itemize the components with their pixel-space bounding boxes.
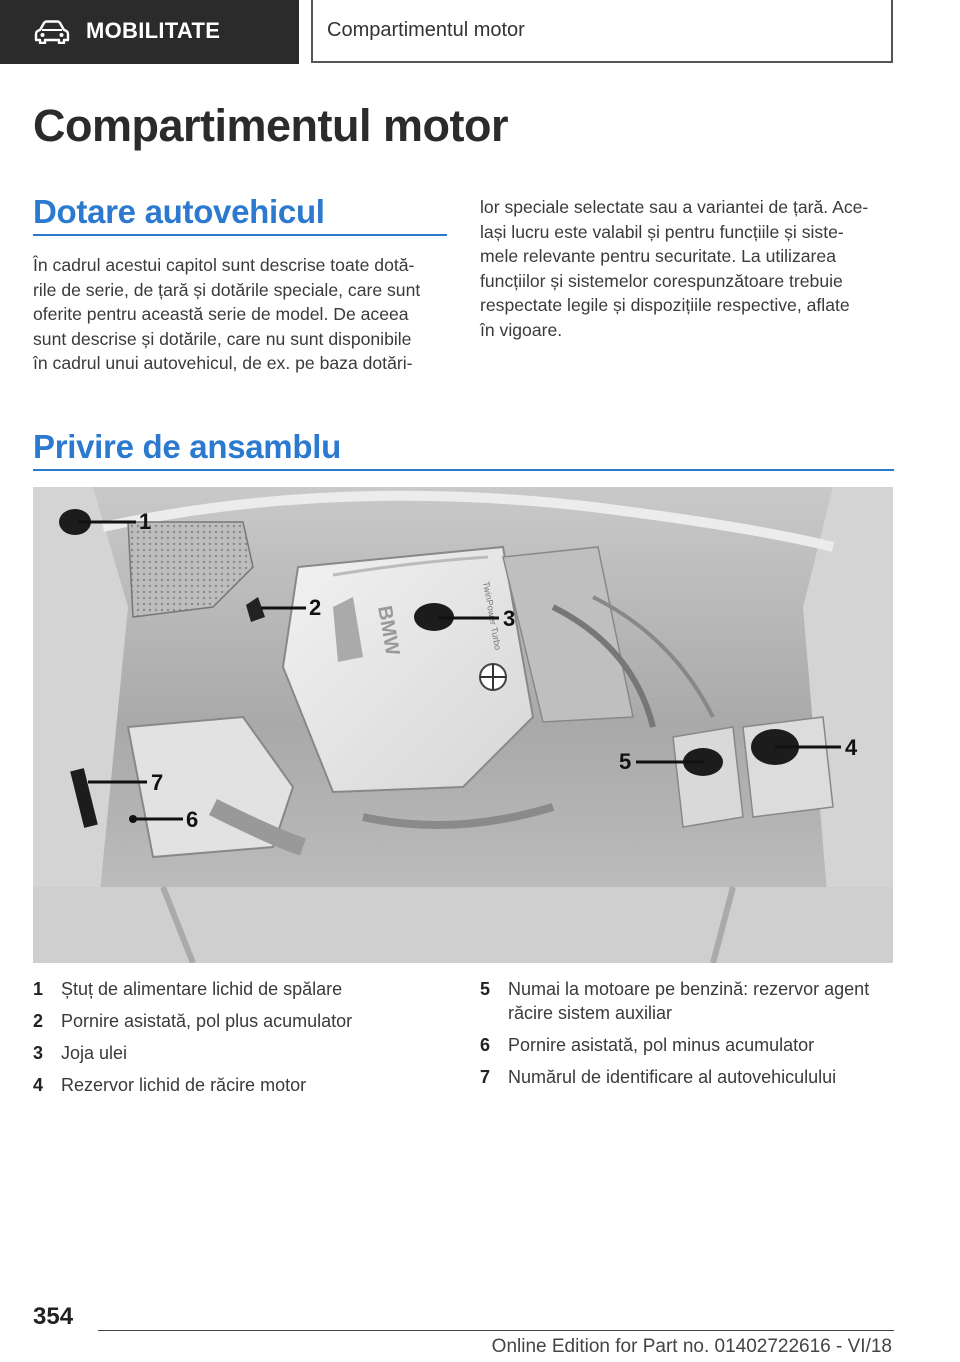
callout-7: 7 — [151, 770, 164, 795]
legend-number: 6 — [480, 1035, 491, 1055]
list-item — [33, 1009, 453, 1033]
intro-text-right: lor speciale selectate sau a variantei de țară. Ace- lași lucru este valabil și pentru funcțiile și siste- mele relevante pentru securitate. La utilizarea funcțiilor și sistemelor corespunzătoare trebuie respectate legile și dispozițiile respective, aflate în vigoare. — [480, 197, 869, 340]
footer-rule — [98, 1330, 894, 1331]
engine-cover-text: TwinPower Turbo — [481, 580, 503, 651]
legend-number: 1 — [33, 979, 44, 999]
callout-6: 6 — [186, 807, 199, 832]
car-front-icon — [34, 20, 70, 44]
list-item — [480, 977, 900, 1025]
intro-text-left: În cadrul acestui capitol sunt descrise toate dotă- rile de serie, de țară și dotările speciale, care sunt oferite pentru această serie de model. De aceea sunt descrise și dotările, care nu sunt disponibile în cadrul unui autovehicul, de ex. pe baza dotări- — [33, 255, 421, 374]
list-item — [33, 1041, 453, 1065]
section-heading-equipment: Dotare autovehicul — [33, 193, 325, 230]
breadcrumb — [311, 0, 893, 63]
legend-list-left — [33, 977, 453, 1105]
legend-text: Joja ulei — [61, 1043, 128, 1063]
legend-number: 2 — [33, 1011, 44, 1031]
legend-text: Numărul de identificare al autovehiculului — [508, 1067, 837, 1087]
legend-text: Pornire asistată, pol plus acumulator — [61, 1011, 353, 1031]
section-label: MOBILITATE — [86, 18, 221, 43]
section-rule-equipment — [33, 234, 447, 236]
breadcrumb-text: Compartimentul motor — [327, 19, 525, 41]
section-tab — [0, 0, 299, 64]
list-item — [480, 1065, 900, 1089]
list-item — [33, 977, 453, 1001]
callout-5: 5 — [619, 749, 632, 774]
legend-number: 3 — [33, 1043, 44, 1063]
callout-2: 2 — [309, 595, 322, 620]
callout-4: 4 — [845, 735, 858, 760]
engine-bay-image — [33, 487, 893, 963]
list-item — [480, 1033, 900, 1057]
legend-number: 4 — [33, 1075, 44, 1095]
legend-text: Pornire asistată, pol minus acumulator — [508, 1035, 815, 1055]
legend-list-right — [480, 977, 900, 1097]
legend-number: 5 — [480, 979, 491, 999]
footer-edition: Online Edition for Part no. 01402722616 - VI/18 — [491, 1336, 892, 1357]
engine-badge-text: BMW — [373, 604, 404, 658]
section-heading-overview: Privire de ansamblu — [33, 428, 341, 465]
legend-text: Numai la motoare pe benzină: rezervor agent răcire sistem auxiliar — [508, 979, 870, 1023]
section-rule-overview — [33, 469, 894, 471]
legend-text: Rezervor lichid de răcire motor — [61, 1075, 307, 1095]
callout-3: 3 — [503, 606, 516, 631]
page-title: Compartimentul motor — [33, 100, 509, 151]
callout-1: 1 — [139, 509, 152, 534]
legend-text: Ștuț de alimentare lichid de spălare — [61, 979, 343, 999]
page-number: 354 — [33, 1303, 74, 1330]
legend-number: 7 — [480, 1067, 491, 1087]
list-item — [33, 1073, 453, 1097]
